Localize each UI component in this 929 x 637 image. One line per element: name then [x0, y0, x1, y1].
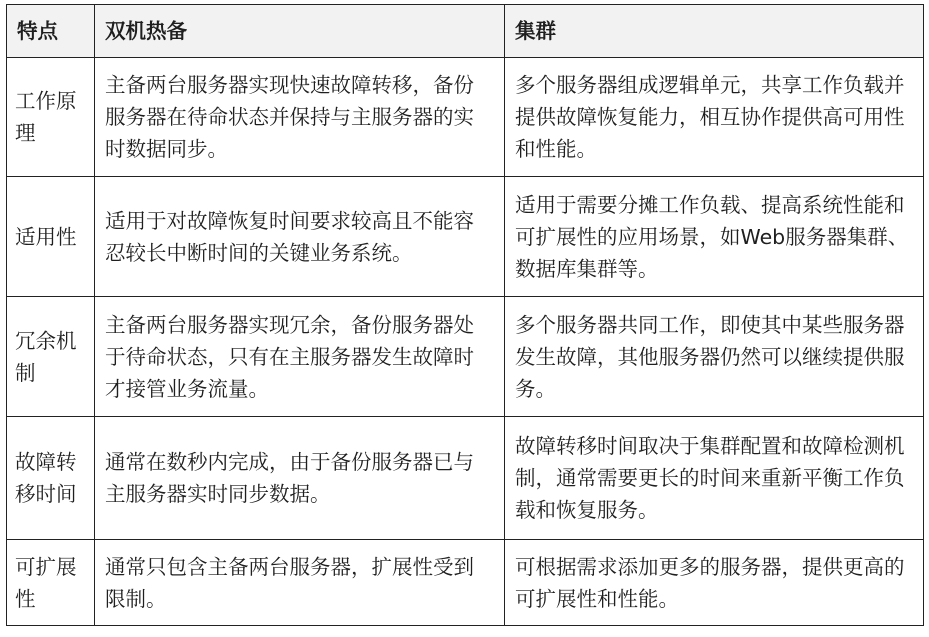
table-row — [7, 177, 924, 297]
table-row — [7, 58, 924, 177]
feature-cell: 适用性 — [7, 177, 95, 297]
table-row — [7, 297, 924, 417]
table-header-row — [7, 5, 924, 58]
hot-standby-cell: 主备两台服务器实现冗余，备份服务器处于待命状态，只有在主服务器发生故障时才接管业务流量。 — [95, 297, 505, 417]
comparison-table — [6, 4, 924, 626]
table-row — [7, 417, 924, 540]
table-row — [7, 540, 924, 626]
feature-cell: 工作原理 — [7, 58, 95, 177]
hot-standby-cell: 适用于对故障恢复时间要求较高且不能容忍较长中断时间的关键业务系统。 — [95, 177, 505, 297]
cluster-cell: 多个服务器共同工作，即使其中某些服务器发生故障，其他服务器仍然可以继续提供服务。 — [505, 297, 924, 417]
feature-cell: 可扩展性 — [7, 540, 95, 626]
hot-standby-cell: 通常在数秒内完成，由于备份服务器已与主服务器实时同步数据。 — [95, 417, 505, 540]
header-cluster: 集群 — [505, 5, 924, 58]
feature-cell: 冗余机制 — [7, 297, 95, 417]
cluster-cell: 可根据需求添加更多的服务器，提供更高的可扩展性和性能。 — [505, 540, 924, 626]
cluster-cell: 多个服务器组成逻辑单元，共享工作负载并提供故障恢复能力，相互协作提供高可用性和性能。 — [505, 58, 924, 177]
header-feature: 特点 — [7, 5, 95, 58]
cluster-cell: 故障转移时间取决于集群配置和故障检测机制，通常需要更长的时间来重新平衡工作负载和恢复服务。 — [505, 417, 924, 540]
cluster-cell: 适用于需要分摊工作负载、提高系统性能和可扩展性的应用场景，如Web服务器集群、数据库集群等。 — [505, 177, 924, 297]
hot-standby-cell: 主备两台服务器实现快速故障转移，备份服务器在待命状态并保持与主服务器的实时数据同步。 — [95, 58, 505, 177]
feature-cell: 故障转移时间 — [7, 417, 95, 540]
hot-standby-cell: 通常只包含主备两台服务器，扩展性受到限制。 — [95, 540, 505, 626]
header-hot-standby: 双机热备 — [95, 5, 505, 58]
